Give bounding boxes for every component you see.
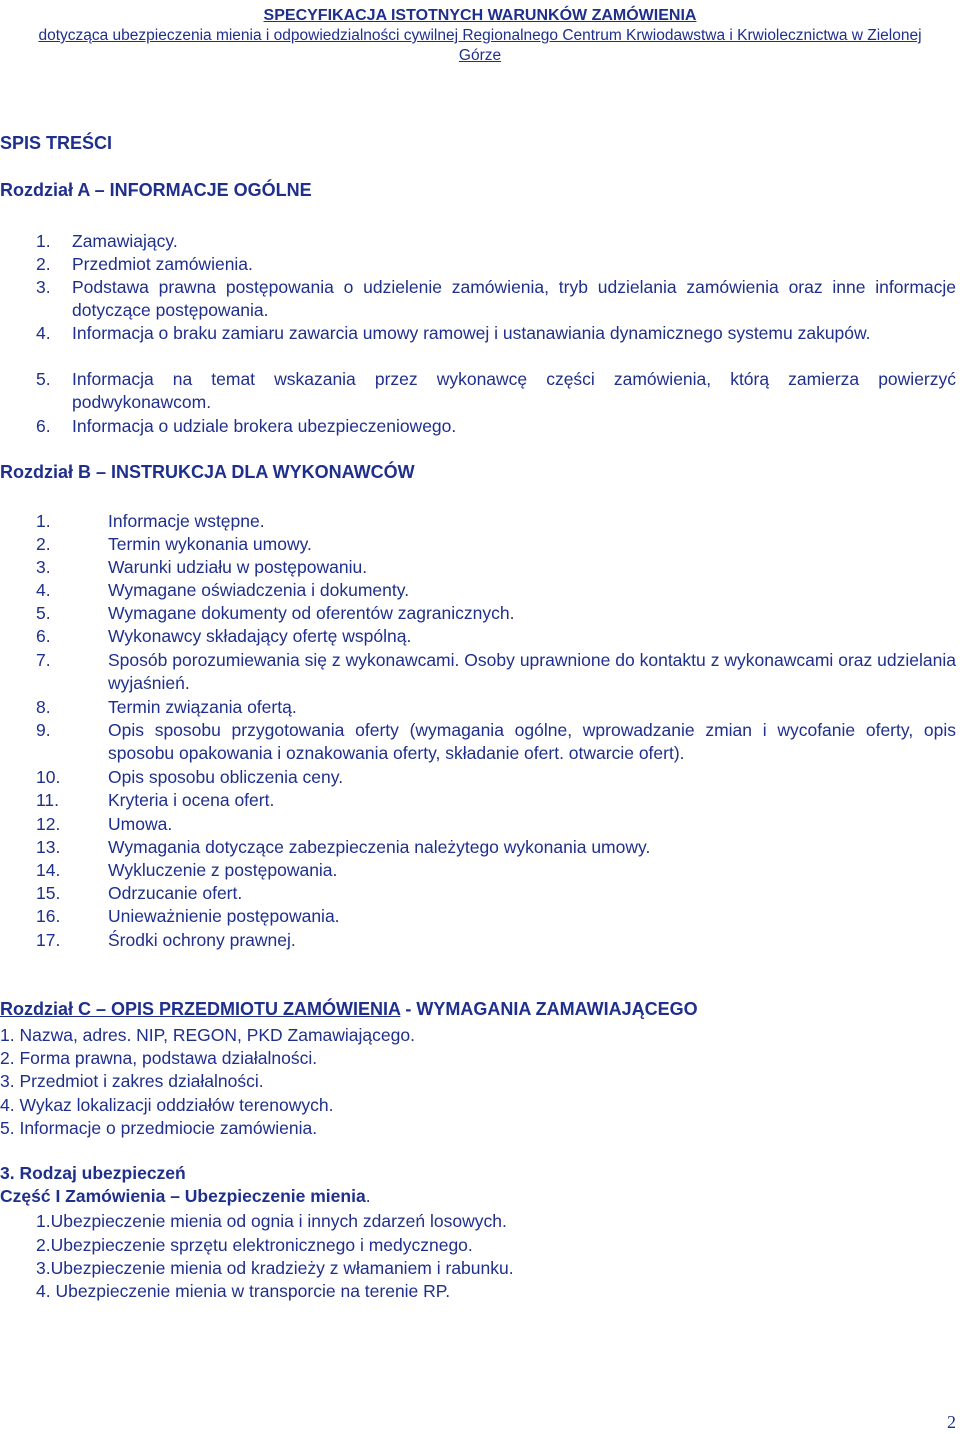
item-text: Wymagane oświadczenia i dokumenty. [108,580,410,600]
item-text: Wymagane dokumenty od oferentów zagranicznych. [108,603,515,623]
item-number: 2. [36,534,51,554]
item-text: Podstawa prawna postępowania o udzielenie zamówienia, tryb udzielania zamówienia oraz inne informacje dotyczące postępowania. [72,277,956,320]
item-text: Wykonawcy składający ofertę wspólną. [108,626,412,646]
list-item: 3. Przedmiot i zakres działalności. [0,1071,264,1091]
list-item [36,533,956,556]
section-c-title [0,999,698,1020]
document-title: SPECYFIKACJA ISTOTNYCH WARUNKÓW ZAMÓWIENIA [263,7,697,24]
document-subtitle-line1: dotycząca ubezpieczenia mienia i odpowiedzialności cywilnej Regionalnego Centrum Krwiodawstwa i Krwiolecznictwa w Zielonej [38,27,922,44]
item-number: 2. [36,254,51,274]
section-c-title-rest: - WYMAGANIA ZAMAWIAJĄCEGO [400,999,698,1019]
document-subtitle-line2: Górze [458,47,502,64]
list-item [36,766,956,789]
list-item [36,415,956,438]
list-item [36,230,956,253]
list-item: 1.Ubezpieczenie mienia od ognia i innych zdarzeń losowych. [36,1211,507,1231]
list-item [36,368,956,414]
section-3-subtitle [0,1186,371,1207]
item-number: 3. [36,557,51,577]
item-text: Odrzucanie ofert. [108,883,243,903]
list-item [36,696,956,719]
section-c-title-underlined: Rozdział C – OPIS PRZEDMIOTU ZAMÓWIENIA [0,999,401,1019]
list-item [36,859,956,882]
item-number: 8. [36,697,51,717]
item-number: 4. [36,323,51,343]
item-number: 6. [36,626,51,646]
item-text: Informacje wstępne. [108,511,265,531]
item-text: Termin związania ofertą. [108,697,297,717]
list-item [36,813,956,836]
item-number: 3. [36,277,51,297]
item-text: Informacja na temat wskazania przez wykonawcę części zamówienia, którą zamierza powierzyć podwykonawcom. [72,369,956,412]
list-item: 1. Nazwa, adres. NIP, REGON, PKD Zamawiającego. [0,1025,415,1045]
list-item [36,510,956,533]
item-number: 5. [36,369,51,389]
item-number: 15. [36,883,61,903]
document-header [0,6,960,66]
list-item [36,276,956,322]
item-text: Opis sposobu obliczenia ceny. [108,767,344,787]
item-text: Informacja o braku zamiaru zawarcia umowy ramowej i ustanawiania dynamicznego systemu zakupów. [72,323,871,343]
item-text: Termin wykonania umowy. [108,534,312,554]
item-number: 11. [36,790,60,810]
list-item: 5. Informacje o przedmiocie zamówienia. [0,1118,318,1138]
list-item: 2.Ubezpieczenie sprzętu elektronicznego i medycznego. [36,1235,473,1255]
item-number: 7. [36,650,51,670]
item-text: Wykluczenie z postępowania. [108,860,338,880]
list-item: 4. Wykaz lokalizacji oddziałów terenowych. [0,1095,334,1115]
item-text: Zamawiający. [72,231,178,251]
item-number: 5. [36,603,51,623]
item-number: 6. [36,416,51,436]
item-text: Sposób porozumiewania się z wykonawcami. Osoby uprawnione do kontaktu z wykonawcami oraz udzielania wyjaśnień. [108,650,956,693]
list-item [36,836,956,859]
item-number: 12. [36,814,61,834]
item-number: 9. [36,720,51,740]
section-a-title: Rozdział A – INFORMACJE OGÓLNE [0,180,312,200]
item-number: 14. [36,860,61,880]
list-item: 2. Forma prawna, podstawa działalności. [0,1048,318,1068]
list-item [36,882,956,905]
toc-title: SPIS TREŚCI [0,133,113,153]
item-number: 16. [36,906,61,926]
list-item: 4. Ubezpieczenie mienia w transporcie na terenie RP. [36,1281,451,1301]
item-text: Informacja o udziale brokera ubezpieczeniowego. [72,416,457,436]
item-text: Środki ochrony prawnej. [108,930,296,950]
section-b-title: Rozdział B – INSTRUKCJA DLA WYKONAWCÓW [0,462,415,482]
item-text: Unieważnienie postępowania. [108,906,340,926]
item-number: 10. [36,767,61,787]
section-3-title: 3. Rodzaj ubezpieczeń [0,1163,186,1183]
page-number: 2 [947,1412,956,1432]
list-item [36,579,956,602]
list-item [36,253,956,276]
item-text: Opis sposobu przygotowania oferty (wymagania ogólne, wprowadzanie zmian i wycofanie oferty, opis sposobu opakowania i oznakowania oferty, składanie ofert. otwarcie ofert). [108,720,956,763]
item-number: 1. [36,231,51,251]
section-3-subtitle-dot: . [365,1186,371,1206]
item-text: Wymagania dotyczące zabezpieczenia należytego wykonania umowy. [108,837,651,857]
list-item [36,929,956,952]
item-number: 1. [36,511,51,531]
item-text: Kryteria i ocena ofert. [108,790,275,810]
list-item: 3.Ubezpieczenie mienia od kradzieży z włamaniem i rabunku. [36,1258,514,1278]
list-item [36,905,956,928]
item-number: 13. [36,837,61,857]
list-item [36,649,956,695]
item-text: Warunki udziału w postępowaniu. [108,557,368,577]
item-text: Umowa. [108,814,173,834]
list-item [36,602,956,625]
item-number: 4. [36,580,51,600]
list-item [36,625,956,648]
section-3-subtitle-text: Część I Zamówienia – Ubezpieczenie mienia [0,1186,366,1206]
item-number: 17. [36,930,61,950]
list-item [36,719,956,765]
list-item [36,322,956,345]
list-item [36,556,956,579]
list-item [36,789,956,812]
item-text: Przedmiot zamówienia. [72,254,253,274]
